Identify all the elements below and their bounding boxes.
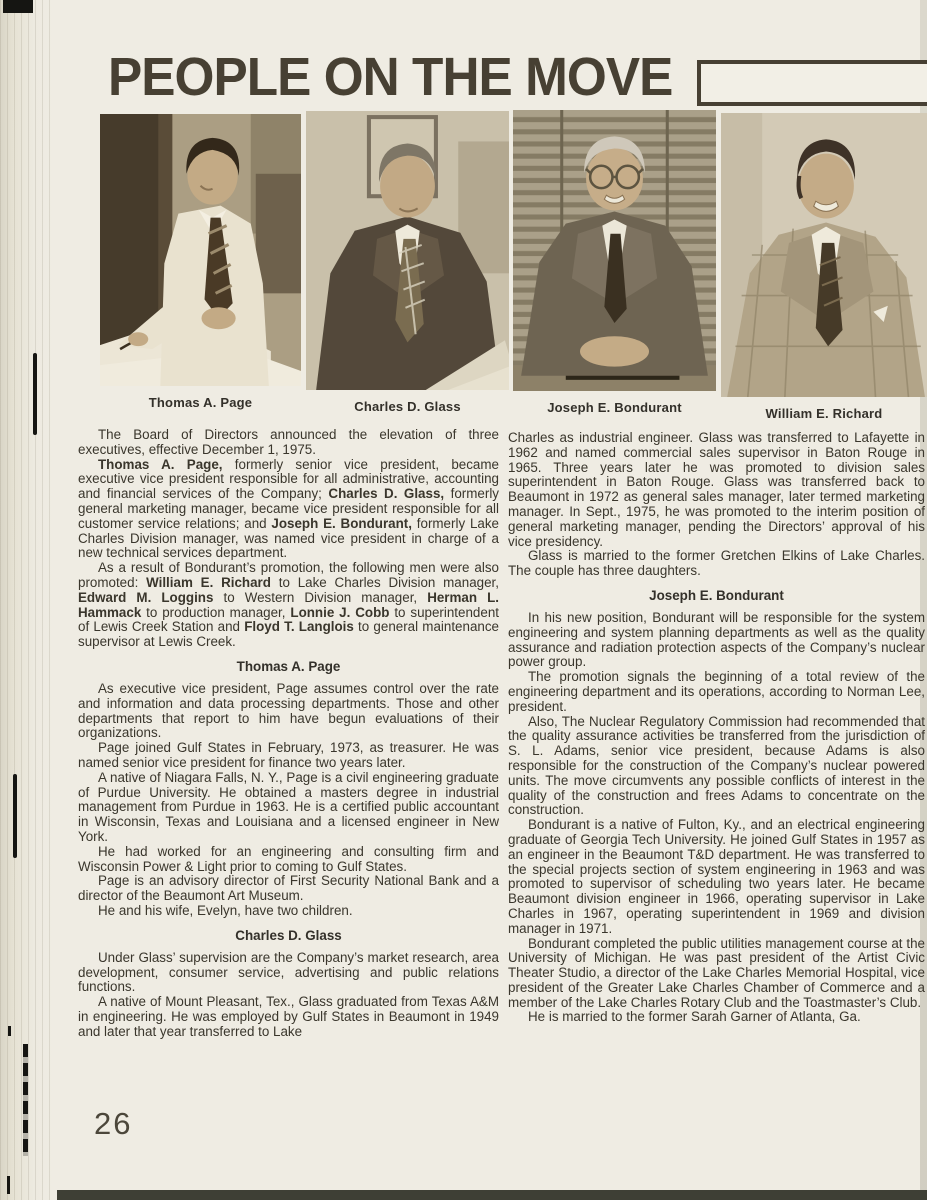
paragraph: Charles as industrial engineer. Glass was transferred to Lafayette in 1962 and named commercial sales supervisor in Baton Rouge in 1965. Three years later he was promoted to division sales superintendent in Baton Rouge. Glass was transferred back to Beaumont in 1972 as general sales manager, later termed marketing manager. In Sept., 1975, he was promoted to the interim position of general marketing manager, pending the Directors’ approval of his vice presidency. xyxy=(508,430,925,549)
binding-edge xyxy=(0,0,54,1200)
paragraph: Page joined Gulf States in February, 1973, as treasurer. He was named senior vice president for finance two years later. xyxy=(78,740,499,770)
section-heading: Joseph E. Bondurant xyxy=(649,587,784,603)
page-number: 26 xyxy=(94,1106,133,1141)
photo-charles-glass-image xyxy=(306,111,509,390)
paragraph: The promotion signals the beginning of a total review of the engineering department and its operations, according to Norman Lee, president. xyxy=(508,669,925,714)
paragraph: The Board of Directors announced the elevation of three executives, effective December 1, 1975. xyxy=(78,427,499,457)
paragraph: As a result of Bondurant’s promotion, the following men were also promoted: William E. Richard to Lake Charles Division manager, Edward M. Loggins to Western Division manager, Herman L. Hammack to production manager, Lonnie J. Cobb to superintendent of Lewis Creek Station and Floyd T. Langlois to general maintenance supervisor at Lewis Creek. xyxy=(78,560,500,650)
paragraph: He had worked for an engineering and consulting firm and Wisconsin Power & Light prior to coming to Gulf States. xyxy=(78,843,499,874)
scan-artifact xyxy=(7,1176,10,1194)
paragraph: In his new position, Bondurant will be responsible for the system engineering and system planning departments as well as the quality assurance and radiation protection aspects of the Company’s nuclear power group. xyxy=(508,609,925,670)
left-column xyxy=(78,428,499,1039)
scan-artifact xyxy=(23,1044,28,1156)
photo-joseph-bondurant xyxy=(513,110,716,415)
photo-william-richard xyxy=(721,113,927,421)
right-column xyxy=(508,431,925,1025)
section-heading: Charles D. Glass xyxy=(235,927,342,943)
section-heading: Thomas A. Page xyxy=(236,658,341,674)
paragraph: Bondurant completed the public utilities management course at the University of Michigan. He was past president of the Artist Civic Theater Studio, a director of the Lake Charles Memorial Hospital, vice president of the Greater Lake Charles Chamber of Commerce and a member of the Lake Charles Rotary Club and the Toastmaster’s Club. xyxy=(508,935,925,1010)
photo-caption: Charles D. Glass xyxy=(354,399,461,414)
scan-artifact xyxy=(3,0,33,13)
paragraph: A native of Mount Pleasant, Tex., Glass graduated from Texas A&M in engineering. He was employed by Gulf States in Beaumont in 1949 and later that year transferred to Lake xyxy=(78,994,499,1039)
page-title: PEOPLE ON THE MOVE xyxy=(108,47,673,107)
photo-joseph-bondurant-image xyxy=(513,110,716,391)
paragraph: A native of Niagara Falls, N. Y., Page is a civil engineering graduate of Purdue University. He obtained a masters degree in industrial management from Purdue in 1963. He is a certified public accountant in Wisconsin, Texas and Louisiana and a licensed engineer in New York. xyxy=(78,769,499,844)
paragraph: He and his wife, Evelyn, have two children. xyxy=(98,902,353,918)
title-rule-box xyxy=(697,60,927,106)
paragraph: He is married to the former Sarah Garner of Atlanta, Ga. xyxy=(528,1009,861,1025)
photo-caption: William E. Richard xyxy=(765,406,883,421)
paragraph: Also, The Nuclear Regulatory Commission had recommended that the quality assurance activities be transferred from the jurisdiction of S. L. Adams, senior vice president, because Adams is also responsible for the construction of the Company’s nuclear powered units. The move circumvents any possible conflicts of interest in the quality of the construction and frees Adams to concentrate on the construction. xyxy=(508,713,925,818)
photo-thomas-page-image xyxy=(100,114,301,386)
paragraph: Thomas A. Page, formerly senior vice president, became executive vice president responsible for all administrative, accounting and financial services of the Company; Charles D. Glass, formerly general marketing manager, became vice president responsible for all customer service relations; and Joseph E. Bondurant, formerly Lake Charles Division manager, was named vice president in charge of a new technical services department. xyxy=(78,456,499,561)
photo-caption: Joseph E. Bondurant xyxy=(547,400,682,415)
scan-artifact xyxy=(33,353,37,435)
paragraph: Bondurant is a native of Fulton, Ky., and an electrical engineering graduate of Georgia Tech University. He joined Gulf States in 1957 as an engineer in the Beaumont T&D department. He was transferred to the special projects section of system engineering in 1963 and was promoted to supervisor of scheduling two years later. He became Beaumont division engineer in 1966, operating supervisor in Lake Charles in 1967, operating superintendent in 1969 and division manager in 1971. xyxy=(508,817,925,936)
paragraph: Page is an advisory director of First Security National Bank and a director of the Beaumont Art Museum. xyxy=(78,873,499,904)
photo-caption: Thomas A. Page xyxy=(148,395,253,410)
photo-william-richard-image xyxy=(721,113,927,397)
photo-charles-glass xyxy=(306,111,509,414)
paragraph: Under Glass’ supervision are the Company’s market research, area development, consumer service, advertising and public relations functions. xyxy=(78,949,499,995)
paragraph: Glass is married to the former Gretchen Elkins of Lake Charles. The couple has three daughters. xyxy=(508,548,925,579)
scan-artifact xyxy=(13,774,17,858)
scan-artifact xyxy=(8,1026,11,1036)
paragraph: As executive vice president, Page assumes control over the rate and information and data processing departments. Those and other departments that report to him have begun evaluations of their organizations. xyxy=(78,680,499,741)
scan-edge-bottom xyxy=(57,1190,927,1200)
photo-thomas-page xyxy=(100,114,301,410)
